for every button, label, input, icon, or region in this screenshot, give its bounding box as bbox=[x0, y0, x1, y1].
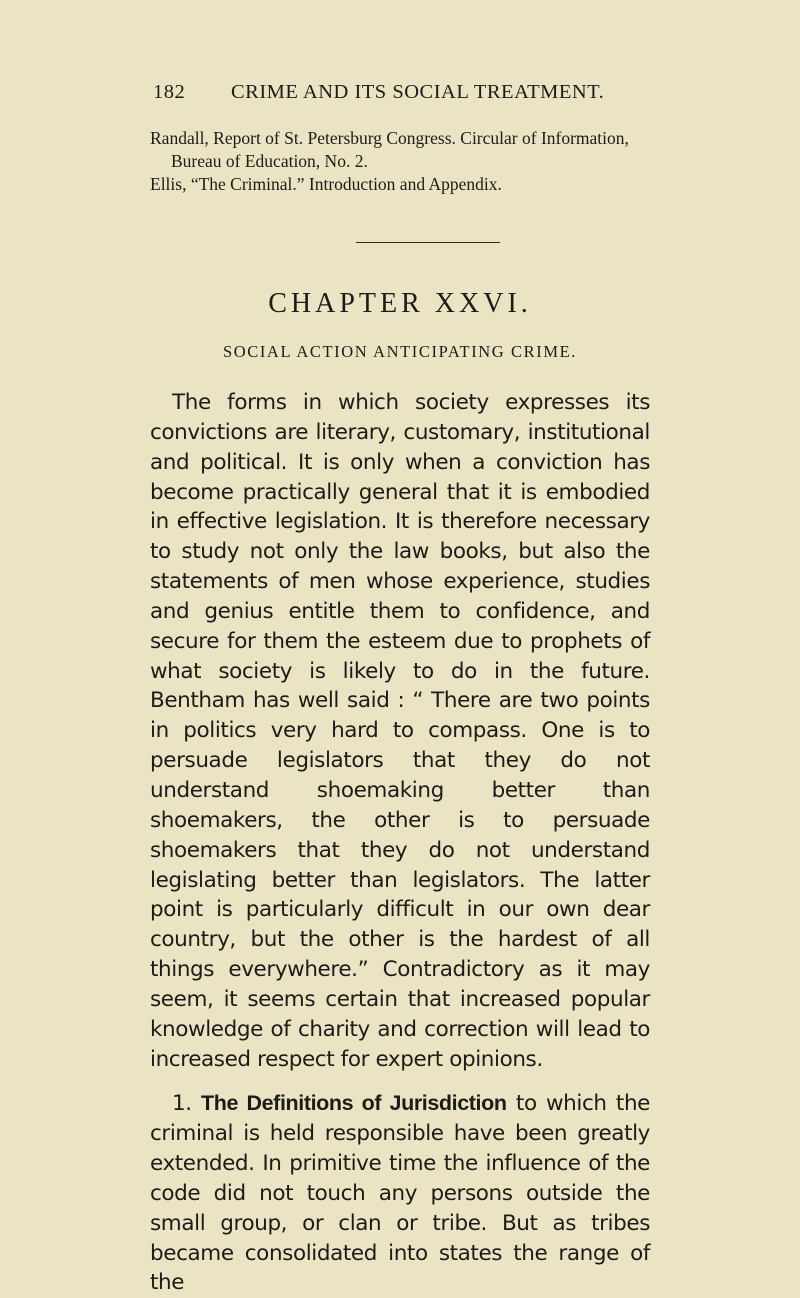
paragraph: The forms in which society expresses its convictions are literary, customary, institutional and political. It is only when a conviction has become practically general that it is embodied in effective legislation. It is therefore necessary to study not only the law books, but also the statements of men whose experience, studies and genius entitle them to confidence, and secure for them the esteem due to prophets of what society is likely to do in the future. Bentham has well said : “ There are two points in politics very hard to compass. One is to persuade legislators that they do not understand shoemaking better than shoemakers, the other is to persuade shoemakers that they do not understand legislating better than legislators. The latter point is particularly difficult in our own dear country, but the other is the hardest of all things everywhere.” Contradictory as it may seem, it seems certain that increased popular knowledge of charity and correction will lead to increased respect for expert opinions. bbox=[150, 390, 650, 1072]
running-head bbox=[153, 81, 653, 111]
reference-item: Randall, Report of St. Petersburg Congress. Circular of Information, Bureau of Education, No. 2. bbox=[150, 128, 629, 171]
section-divider bbox=[356, 242, 500, 243]
chapter-subheading: SOCIAL ACTION ANTICIPATING CRIME. bbox=[222, 342, 578, 361]
reference-item: Ellis, “The Criminal.” Introduction and Appendix. bbox=[150, 174, 502, 194]
running-title: CRIME AND ITS SOCIAL TREATMENT. bbox=[231, 81, 605, 103]
page-number: 182 bbox=[153, 81, 186, 103]
paragraph-text: to which the criminal is held responsible have been greatly extended. In primitive time the influence of the code did not touch any persons outside the small group, or clan or tribe. But as tribes became consolidated into states the range of the bbox=[150, 1091, 651, 1296]
paragraph bbox=[150, 1089, 650, 1298]
body-text bbox=[150, 388, 650, 1298]
paragraph-number: 1. bbox=[172, 1091, 192, 1117]
chapter-heading: CHAPTER XXVI. bbox=[268, 288, 532, 319]
paragraph-lead-heading: The Definitions of Jurisdiction bbox=[201, 1091, 507, 1116]
reference-list bbox=[150, 127, 650, 196]
